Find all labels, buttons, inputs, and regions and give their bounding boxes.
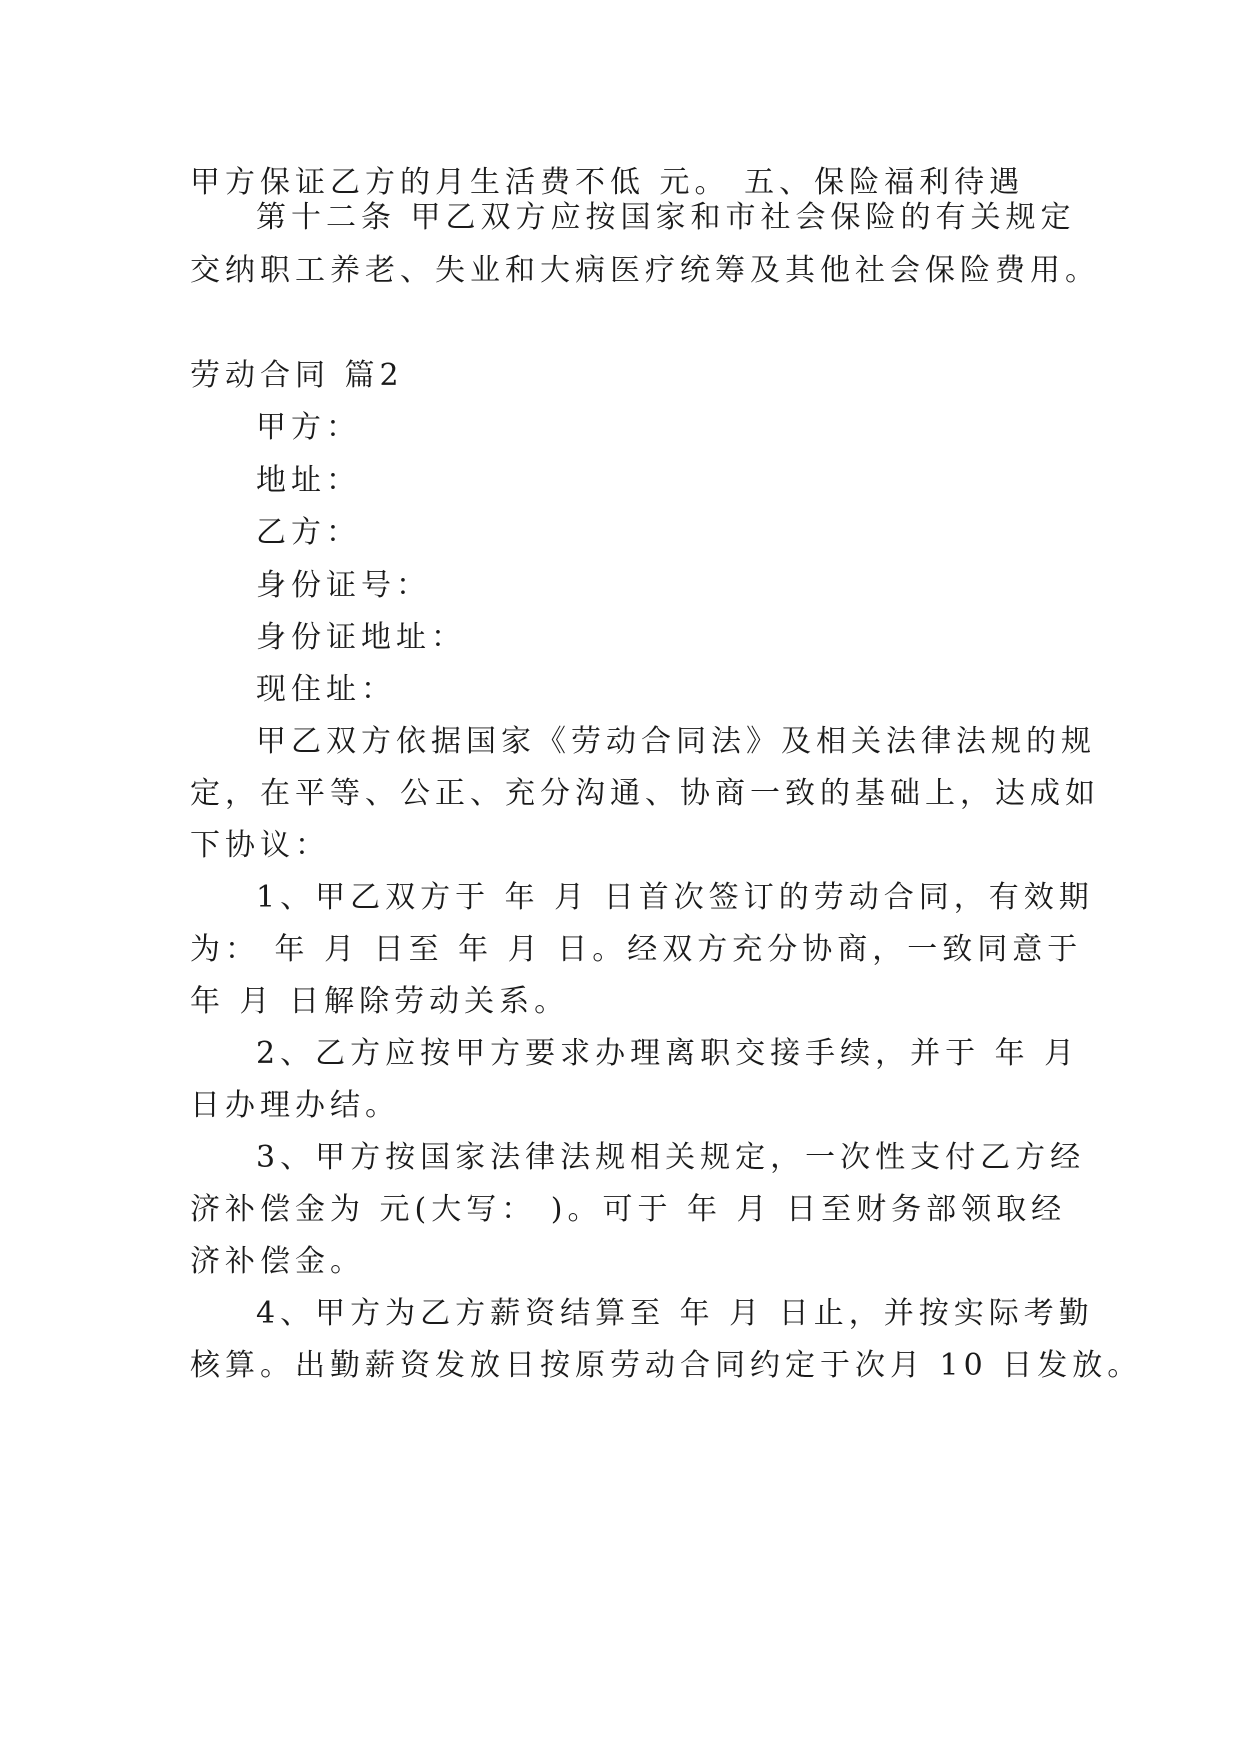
field-current-address: 现住址： <box>256 672 396 707</box>
field-party-b: 乙方： <box>256 515 361 550</box>
clause-1-line-1: 1、甲乙双方于 年 月 日首次签订的劳动合同，有效期 <box>256 880 1094 915</box>
clause-4-line-1: 4、甲方为乙方薪资结算至 年 月 日止，并按实际考勤 <box>256 1296 1094 1331</box>
field-id-number: 身份证号： <box>256 568 431 603</box>
clause-4-line-2: 核算。出勤薪资发放日按原劳动合同约定于次月 10 日发放。 <box>190 1348 1143 1383</box>
text-line-agreement-intro-1: 甲乙双方依据国家《劳动合同法》及相关法律法规的规 <box>256 724 1096 759</box>
text-line-social-insurance: 交纳职工养老、失业和大病医疗统筹及其他社会保险费用。 <box>190 253 1100 288</box>
field-address: 地址： <box>256 463 361 498</box>
text-line-agreement-intro-3: 下协议： <box>190 828 330 863</box>
text-line-agreement-intro-2: 定，在平等、公正、充分沟通、协商一致的基础上，达成如 <box>190 776 1100 811</box>
clause-2-line-1: 2、乙方应按甲方要求办理离职交接手续，并于 年 月 <box>256 1036 1080 1071</box>
section-heading-contract-2: 劳动合同 篇2 <box>190 358 404 393</box>
clause-3-line-2: 济补偿金为 元(大写： )。可于 年 月 日至财务部领取经 <box>190 1192 1067 1227</box>
clause-1-line-2: 为： 年 月 日至 年 月 日。经双方充分协商，一致同意于 <box>190 932 1083 967</box>
field-party-a: 甲方： <box>256 410 361 445</box>
text-line-article-12: 第十二条 甲乙双方应按国家和市社会保险的有关规定 <box>256 200 1076 235</box>
clause-2-line-2: 日办理办结。 <box>190 1088 400 1123</box>
clause-3-line-3: 济补偿金。 <box>190 1244 365 1279</box>
clause-1-line-3: 年 月 日解除劳动关系。 <box>190 984 570 1019</box>
text-line-monthly-living-cost: 甲方保证乙方的月生活费不低 元。 五、保险福利待遇 <box>190 165 1025 200</box>
clause-3-line-1: 3、甲方按国家法律法规相关规定，一次性支付乙方经 <box>256 1140 1086 1175</box>
field-id-address: 身份证地址： <box>256 620 466 655</box>
